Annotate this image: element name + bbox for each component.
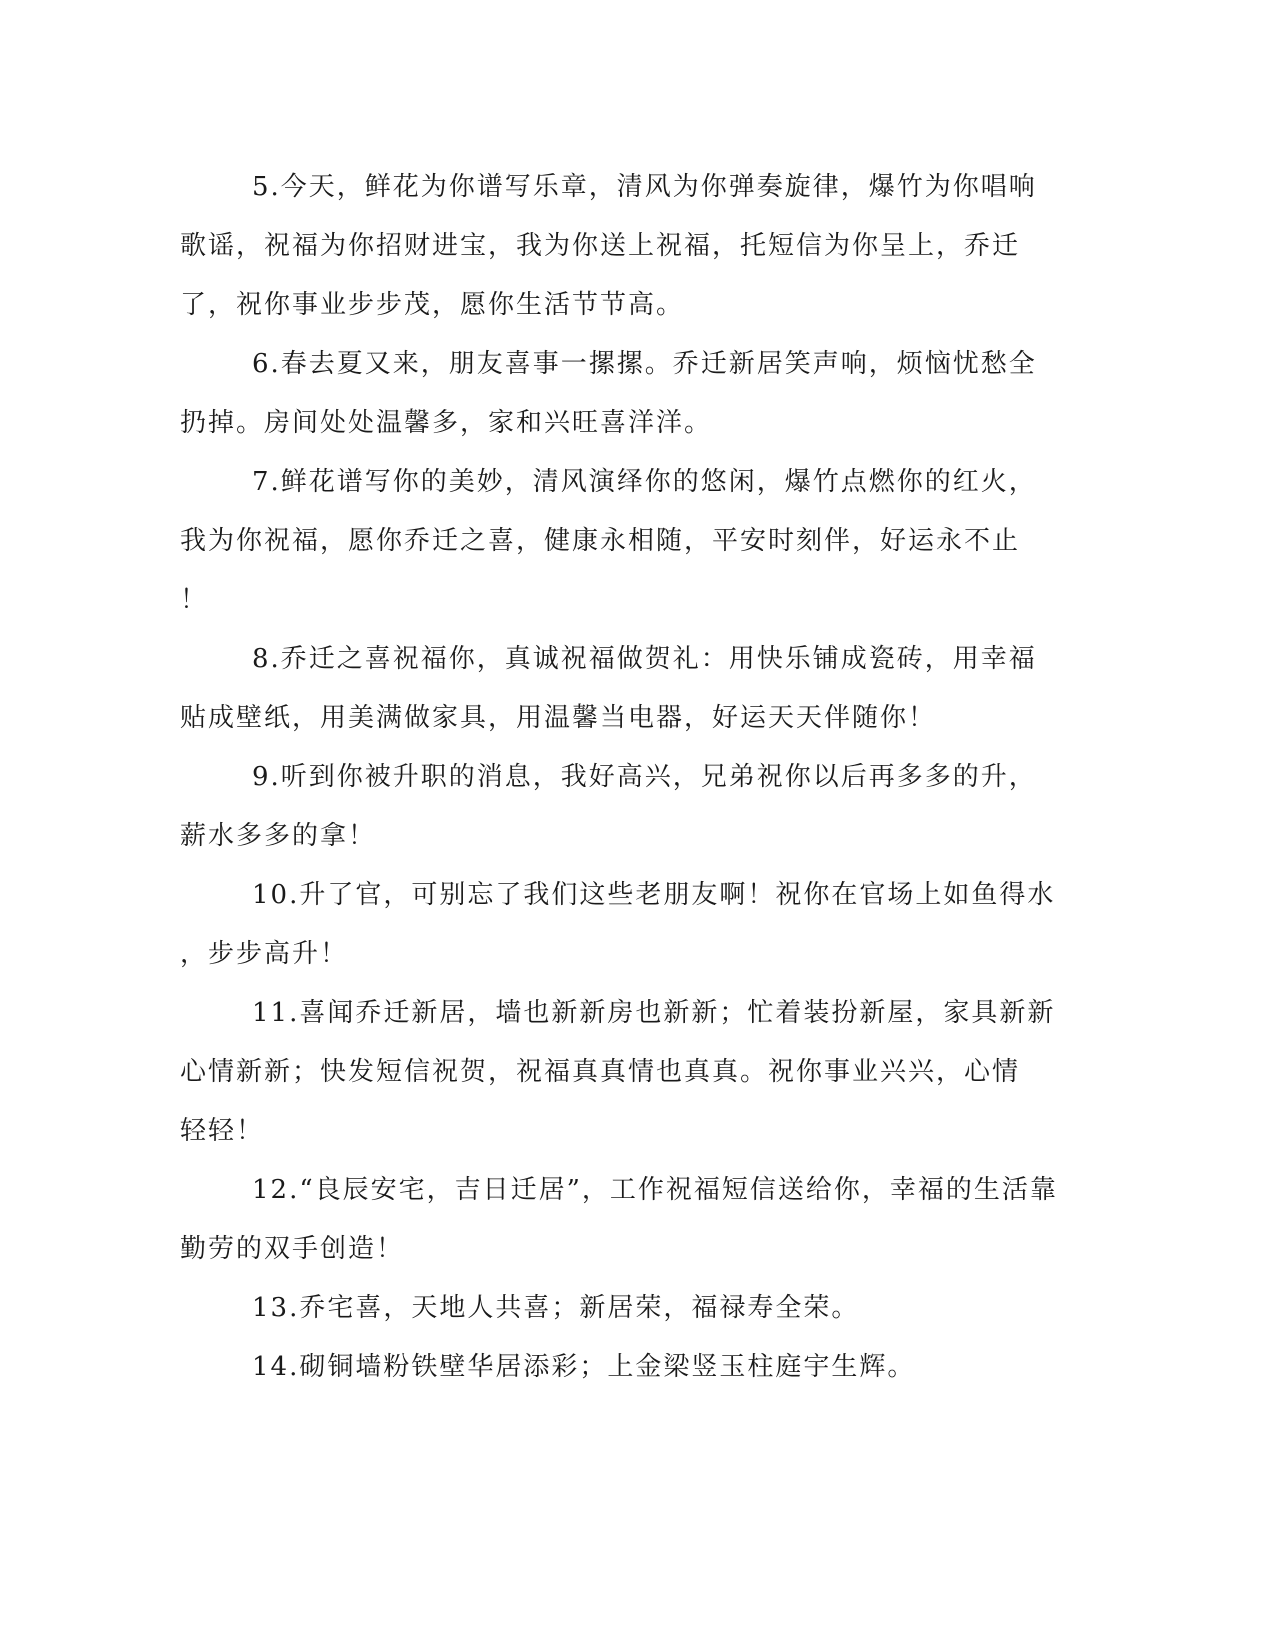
paragraph (180, 866, 1056, 984)
paragraph (180, 1338, 1040, 1397)
paragraph-line: 贴成壁纸，用美满做家具，用温馨当电器，好运天天伴随你！ (180, 703, 937, 733)
paragraph-line: 心情新新；快发短信祝贺，祝福真真情也真真。祝你事业兴兴，心情 (180, 1057, 1021, 1087)
document-body (180, 158, 1058, 1397)
paragraph-line: 我为你祝福，愿你乔迁之喜，健康永相随，平安时刻伴，好运永不止 (180, 526, 1021, 556)
paragraph (180, 630, 1040, 748)
paragraph-line: 勤劳的双手创造！ (180, 1234, 405, 1264)
paragraph-line: 5.今天，鲜花为你谱写乐章，清风为你弹奏旋律，爆竹为你唱响 (252, 172, 1037, 202)
paragraph (180, 335, 1040, 453)
paragraph-line: 7.鲜花谱写你的美妙，清风演绎你的悠闲，爆竹点燃你的红火， (252, 467, 1037, 497)
paragraph (180, 158, 1040, 335)
paragraph-line: 6.春去夏又来，朋友喜事一摞摞。乔迁新居笑声响，烦恼忧愁全 (252, 349, 1037, 379)
paragraph-line: ，步步高升！ (180, 939, 349, 969)
paragraph-line: 轻轻！ (180, 1116, 265, 1146)
paragraph-line: ！ (180, 585, 209, 615)
paragraph-line: 薪水多多的拿！ (180, 821, 377, 851)
paragraph-line: 扔掉。房间处处温馨多，家和兴旺喜洋洋。 (180, 408, 713, 438)
paragraph-line: 9.听到你被升职的消息，我好高兴，兄弟祝你以后再多多的升， (252, 762, 1037, 792)
paragraph-line: 12.“良辰安宅，吉日迁居”，工作祝福短信送给你，幸福的生活靠 (252, 1175, 1058, 1205)
paragraph-line: 8.乔迁之喜祝福你，真诚祝福做贺礼：用快乐铺成瓷砖，用幸福 (252, 644, 1037, 674)
paragraph (180, 453, 1040, 630)
paragraph-line: 13.乔宅喜，天地人共喜；新居荣，福禄寿全荣。 (252, 1293, 860, 1323)
paragraph-line: 了，祝你事业步步茂，愿你生活节节高。 (180, 290, 685, 320)
paragraph-line: 14.砌铜墙粉铁壁华居添彩；上金梁竖玉柱庭宇生辉。 (252, 1352, 916, 1382)
paragraph-line: 10.升了官，可别忘了我们这些老朋友啊！祝你在官场上如鱼得水 (252, 880, 1056, 910)
paragraph (180, 748, 1040, 866)
paragraph (180, 1279, 1040, 1338)
paragraph (180, 1161, 1058, 1279)
paragraph-line: 11.喜闻乔迁新居，墙也新新房也新新；忙着装扮新屋，家具新新 (252, 998, 1056, 1028)
paragraph-line: 歌谣，祝福为你招财进宝，我为你送上祝福，托短信为你呈上，乔迁 (180, 231, 1021, 261)
paragraph (180, 984, 1056, 1161)
